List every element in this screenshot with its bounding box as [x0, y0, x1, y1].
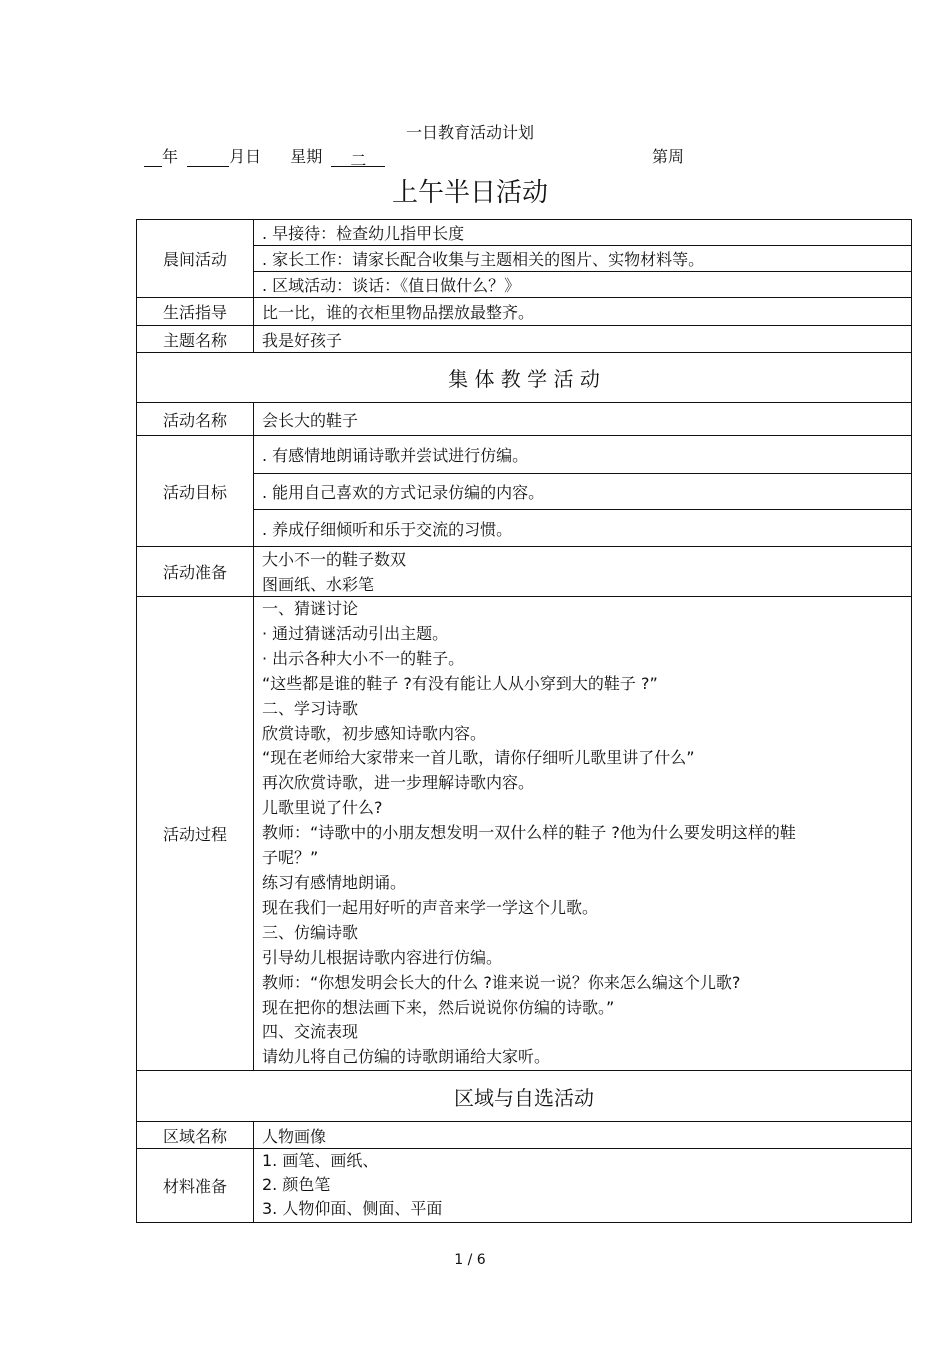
activity-name-value: 会长大的鞋子 — [262, 410, 359, 430]
prep-label: 活动准备 — [137, 547, 254, 596]
goal-item: . 养成仔细倾听和乐于交流的习惯。 — [254, 509, 911, 546]
year-label: 年 — [162, 147, 179, 166]
process-row — [137, 597, 911, 1071]
activity-name-label: 活动名称 — [137, 403, 254, 435]
material-line: 3. 人物仰面、侧面、平面 — [262, 1199, 443, 1218]
process-line: 现在我们一起用好听的声音来学一学这个儿歌。 — [262, 897, 599, 917]
area-name-value: 人物画像 — [262, 1126, 327, 1146]
process-line: 儿歌里说了什么? — [262, 798, 383, 818]
area-name-row — [137, 1122, 911, 1149]
process-line: 三、仿编诗歌 — [262, 922, 359, 942]
month-blank — [187, 148, 229, 167]
month-label: 月 — [229, 147, 246, 166]
life-value: 比一比，谁的衣柜里物品摆放最整齐。 — [262, 303, 535, 322]
goals-label: 活动目标 — [137, 436, 254, 546]
material-line: 2. 颜色笔 — [262, 1175, 331, 1194]
morning-item: . 家长工作：请家长配合收集与主题相关的图片、实物材料等。 — [254, 245, 911, 271]
morning-item: . 早接待：检查幼儿指甲长度 — [262, 224, 465, 243]
process-line: 欣赏诗歌，初步感知诗歌内容。 — [262, 723, 487, 743]
process-line: “这些都是谁的鞋子 ?有没有能让人从小穿到大的鞋子 ?” — [262, 673, 658, 693]
year-blank — [144, 148, 162, 167]
process-lines — [254, 597, 911, 1070]
weekday-label: 星期 — [290, 147, 323, 166]
date-line — [144, 144, 744, 170]
process-line: “现在老师给大家带来一首儿歌，请你仔细听儿歌里讲了什么” — [262, 748, 695, 768]
prep-line: 大小不一的鞋子数双 — [262, 550, 407, 569]
area-name-label: 区域名称 — [137, 1122, 254, 1148]
prep-row — [137, 547, 911, 597]
process-line: 引导幼儿根据诗歌内容进行仿编。 — [262, 947, 503, 967]
collective-heading — [137, 353, 911, 403]
process-line: 练习有感情地朗诵。 — [262, 872, 407, 892]
process-line: 现在把你的想法画下来，然后说说你仿编的诗歌。” — [262, 997, 615, 1017]
goals-row — [137, 436, 911, 547]
area-heading-text: 区域与自选活动 — [454, 1085, 594, 1110]
goal-item: . 有感情地朗诵诗歌并尝试进行仿编。 — [262, 445, 529, 465]
section-title: 上午半日活动 — [391, 178, 548, 208]
page-number: 1 / 6 — [454, 1252, 486, 1268]
activity-name-row — [137, 403, 911, 436]
materials-label: 材料准备 — [137, 1149, 254, 1222]
process-line: 四、交流表现 — [262, 1022, 359, 1042]
collective-heading-text: 集 体 教 学 活 动 — [448, 367, 600, 391]
process-label: 活动过程 — [137, 597, 254, 1070]
week-label: 第周 — [652, 147, 685, 166]
process-line: 子呢？” — [262, 848, 319, 868]
morning-item: . 区域活动：谈话：《值日做什么？》 — [254, 271, 911, 296]
plan-table — [136, 219, 912, 1223]
day-label: 日 — [245, 147, 262, 166]
process-line: 再次欣赏诗歌，进一步理解诗歌内容。 — [262, 773, 535, 793]
process-line: 二、学习诗歌 — [262, 698, 359, 718]
process-line: · 通过猜谜活动引出主题。 — [262, 623, 449, 643]
area-heading — [137, 1071, 911, 1122]
material-line: 1. 画笔、画纸、 — [262, 1151, 379, 1170]
process-line: 教师：“你想发明会长大的什么 ?谁来说一说？你来怎么编这个儿歌? — [262, 972, 741, 992]
goal-item: . 能用自己喜欢的方式记录仿编的内容。 — [254, 473, 911, 510]
process-line: · 出示各种大小不一的鞋子。 — [262, 648, 465, 668]
process-line: 一、猜谜讨论 — [262, 599, 359, 618]
theme-row — [137, 326, 911, 353]
life-row — [137, 298, 911, 326]
process-line: 请幼儿将自己仿编的诗歌朗诵给大家听。 — [262, 1047, 551, 1067]
prep-line: 图画纸、水彩笔 — [262, 575, 375, 594]
morning-row — [137, 220, 911, 298]
materials-row — [137, 1149, 911, 1222]
process-line: 教师：“诗歌中的小朋友想发明一双什么样的鞋子 ?他为什么要发明这样的鞋 — [262, 823, 796, 843]
morning-label: 晨间活动 — [137, 220, 254, 297]
theme-label: 主题名称 — [137, 326, 254, 352]
theme-value: 我是好孩子 — [262, 330, 343, 350]
weekday-value: 二 — [331, 148, 385, 167]
document-title: 一日教育活动计划 — [405, 123, 534, 142]
life-label: 生活指导 — [137, 298, 254, 325]
